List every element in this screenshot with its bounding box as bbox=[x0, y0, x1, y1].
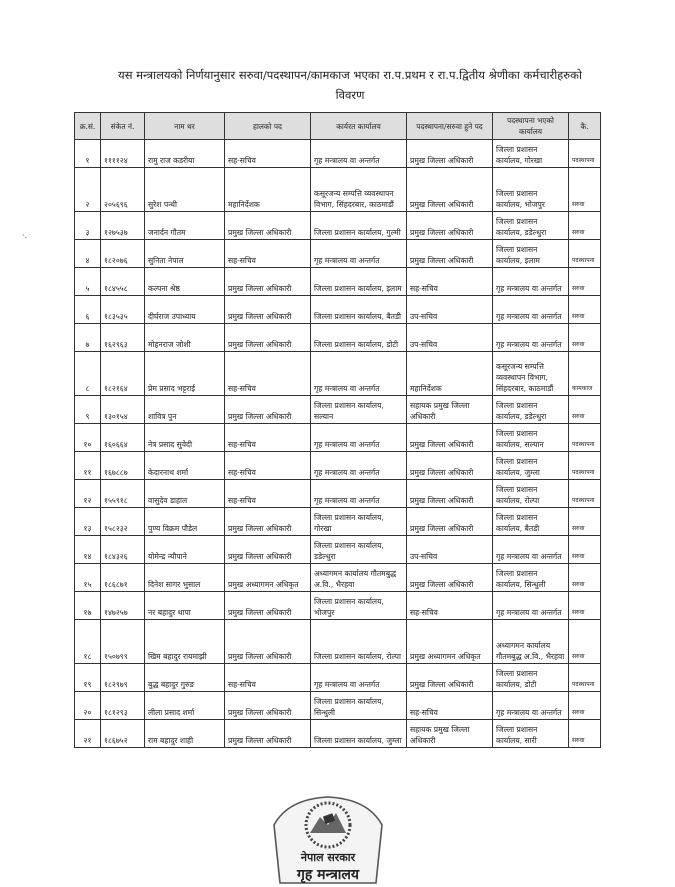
cell-new-post: प्रमुख जिल्ला अधिकारी bbox=[407, 564, 493, 592]
cell-remarks: पदस्थापना bbox=[569, 664, 601, 692]
cell-current-post: सह-सचिव bbox=[225, 352, 311, 396]
cell-new-office: गृह मन्त्रालय वा अन्तर्गत bbox=[493, 324, 569, 352]
cell-remarks: सरुवा bbox=[569, 508, 601, 536]
cell-remarks: कामकाज bbox=[569, 352, 601, 396]
cell-new-post: उप-सचिव bbox=[407, 536, 493, 564]
cell-name: रामु राज कडरीया bbox=[145, 140, 225, 168]
cell-new-post: सह-सचिव bbox=[407, 692, 493, 720]
cell-code: १८४३२६ bbox=[101, 536, 145, 564]
cell-current-post: सह-सचिव bbox=[225, 664, 311, 692]
cell-current-office: जिल्ला प्रशासन कार्यालय, डोटी bbox=[311, 324, 407, 352]
cell-current-office: गृह मन्त्रालय वा अन्तर्गत bbox=[311, 424, 407, 452]
cell-new-office: जिल्ला प्रशासन कार्यालय, गोरखा bbox=[493, 140, 569, 168]
cell-current-office: गृह मन्त्रालय वा अन्तर्गत bbox=[311, 480, 407, 508]
employee-transfer-table bbox=[74, 112, 601, 748]
cell-remarks: सरुवा bbox=[569, 564, 601, 592]
cell-code: १५५९१८ bbox=[101, 480, 145, 508]
cell-name: लीला प्रसाद शर्मा bbox=[145, 692, 225, 720]
cell-serial: १८ bbox=[75, 620, 101, 664]
cell-current-office: जिल्ला प्रशासन कार्यालय, गोरखा bbox=[311, 508, 407, 536]
table-row bbox=[75, 168, 601, 212]
cell-code: ११११२४ bbox=[101, 140, 145, 168]
cell-code: १८२९७९ bbox=[101, 664, 145, 692]
table-row bbox=[75, 140, 601, 168]
cell-remarks: पदस्थापना bbox=[569, 140, 601, 168]
cell-current-post: प्रमुख जिल्ला अधिकारी bbox=[225, 212, 311, 240]
cell-current-office: जिल्ला प्रशासन कार्यालय, जुम्ला bbox=[311, 720, 407, 748]
cell-code: १८२०७६ bbox=[101, 240, 145, 268]
cell-current-office: कसूरजन्य सम्पत्ति व्यवस्थापन विभाग, सिंहदरबार, काठमाडौं bbox=[311, 168, 407, 212]
cell-new-office: गृह मन्त्रालय वा अन्तर्गत bbox=[493, 692, 569, 720]
cell-serial: २१ bbox=[75, 720, 101, 748]
cell-name: सुरेश पन्थी bbox=[145, 168, 225, 212]
cell-serial: ५ bbox=[75, 268, 101, 296]
cell-new-office: गृह मन्त्रालय वा अन्तर्गत bbox=[493, 296, 569, 324]
cell-code: १८४५५८ bbox=[101, 268, 145, 296]
cell-new-office: जिल्ला प्रशासन कार्यालय, सल्यान bbox=[493, 424, 569, 452]
cell-current-post: प्रमुख जिल्ला अधिकारी bbox=[225, 396, 311, 424]
cell-remarks: सरुवा bbox=[569, 592, 601, 620]
cell-current-office: जिल्ला प्रशासन कार्यालय, इलाम bbox=[311, 268, 407, 296]
cell-new-office: जिल्ला प्रशासन कार्यालय, डडेल्धुरा bbox=[493, 396, 569, 424]
header-new-post: पदस्थापना/सरुवा हुने पद bbox=[407, 113, 493, 140]
cell-current-post: प्रमुख जिल्ला अधिकारी bbox=[225, 536, 311, 564]
cell-new-office: जिल्ला प्रशासन कार्यालय, सिन्धुली bbox=[493, 564, 569, 592]
stray-scan-mark: ·. bbox=[22, 231, 28, 240]
cell-code: १३०१५४ bbox=[101, 396, 145, 424]
cell-current-office: जिल्ला प्रशासन कार्यालय, सिन्धुली bbox=[311, 692, 407, 720]
cell-remarks: सरुवा bbox=[569, 396, 601, 424]
cell-new-post: प्रमुख जिल्ला अधिकारी bbox=[407, 140, 493, 168]
cell-code: १६२९६३ bbox=[101, 324, 145, 352]
cell-current-post: प्रमुख जिल्ला अधिकारी bbox=[225, 620, 311, 664]
table-row bbox=[75, 324, 601, 352]
cell-name: सुनिता नेपाल bbox=[145, 240, 225, 268]
title-line-2: विवरण bbox=[335, 88, 365, 102]
cell-name: दीर्घराज उपाध्याय bbox=[145, 296, 225, 324]
cell-new-office: जिल्ला प्रशासन कार्यालय, भोजपुर bbox=[493, 168, 569, 212]
cell-new-post: सह-सचिव bbox=[407, 592, 493, 620]
cell-current-post: प्रमुख जिल्ला अधिकारी bbox=[225, 592, 311, 620]
cell-name: नर बहादुर थापा bbox=[145, 592, 225, 620]
cell-new-office: गृह मन्त्रालय वा अन्तर्गत bbox=[493, 592, 569, 620]
cell-current-office: गृह मन्त्रालय वा अन्तर्गत bbox=[311, 352, 407, 396]
table-row bbox=[75, 664, 601, 692]
cell-serial: ११ bbox=[75, 452, 101, 480]
cell-remarks: पदस्थापना bbox=[569, 480, 601, 508]
cell-current-post: सह-सचिव bbox=[225, 452, 311, 480]
cell-current-office: जिल्ला प्रशासन कार्यालय, बैतडी bbox=[311, 296, 407, 324]
header-current-office: कार्यरत कार्यालय bbox=[311, 113, 407, 140]
table-row bbox=[75, 692, 601, 720]
cell-serial: २ bbox=[75, 168, 101, 212]
cell-new-post: प्रमुख जिल्ला अधिकारी bbox=[407, 240, 493, 268]
cell-new-post: प्रमुख जिल्ला अधिकारी bbox=[407, 424, 493, 452]
cell-remarks: पदस्थापना bbox=[569, 240, 601, 268]
cell-new-office: अध्यागमन कार्यालय गौतमबुद्ध अ.वि., भैरहवा bbox=[493, 620, 569, 664]
cell-remarks: सरुवा bbox=[569, 324, 601, 352]
cell-current-post: प्रमुख जिल्ला अधिकारी bbox=[225, 692, 311, 720]
cell-new-post: उप-सचिव bbox=[407, 324, 493, 352]
cell-serial: २० bbox=[75, 692, 101, 720]
cell-serial: ४ bbox=[75, 240, 101, 268]
table-row bbox=[75, 452, 601, 480]
cell-remarks: सरुवा bbox=[569, 620, 601, 664]
cell-current-post: प्रमुख अध्यागमन अधिकृत bbox=[225, 564, 311, 592]
cell-serial: ९ bbox=[75, 396, 101, 424]
cell-current-office: गृह मन्त्रालय वा अन्तर्गत bbox=[311, 452, 407, 480]
cell-new-post: सहायक प्रमुख जिल्ला अधिकारी bbox=[407, 720, 493, 748]
cell-serial: १ bbox=[75, 140, 101, 168]
cell-remarks: सरुवा bbox=[569, 536, 601, 564]
cell-name: दिनेश सागर भुसाल bbox=[145, 564, 225, 592]
cell-current-office: गृह मन्त्रालय वा अन्तर्गत bbox=[311, 664, 407, 692]
table-row bbox=[75, 212, 601, 240]
cell-current-office: जिल्ला प्रशासन कार्यालय, रोल्पा bbox=[311, 620, 407, 664]
table-row bbox=[75, 396, 601, 424]
cell-remarks: सरुवा bbox=[569, 168, 601, 212]
cell-new-post: सह-सचिव bbox=[407, 268, 493, 296]
cell-current-post: प्रमुख जिल्ला अधिकारी bbox=[225, 324, 311, 352]
cell-serial: ३ bbox=[75, 212, 101, 240]
seal-text-line1: नेपाल सरकार bbox=[300, 851, 356, 864]
cell-new-post: सहायक प्रमुख जिल्ला अधिकारी bbox=[407, 396, 493, 424]
table-header-row bbox=[75, 113, 601, 140]
cell-remarks: पदस्थापना bbox=[569, 452, 601, 480]
table-row bbox=[75, 352, 601, 396]
table-row bbox=[75, 424, 601, 452]
cell-name: प्रेम प्रसाद भट्टराई bbox=[145, 352, 225, 396]
cell-new-office: गृह मन्त्रालय वा अन्तर्गत bbox=[493, 268, 569, 296]
cell-serial: ६ bbox=[75, 296, 101, 324]
cell-new-post: उप-सचिव bbox=[407, 296, 493, 324]
cell-name: बुद्ध बहादुर गुरुङ bbox=[145, 664, 225, 692]
cell-current-post: प्रमुख जिल्ला अधिकारी bbox=[225, 296, 311, 324]
cell-serial: ७ bbox=[75, 324, 101, 352]
header-serial: क्र.सं. bbox=[75, 113, 101, 140]
cell-current-post: प्रमुख जिल्ला अधिकारी bbox=[225, 268, 311, 296]
header-new-office: पदस्थापना भएको कार्यालय bbox=[493, 113, 569, 140]
cell-new-office: जिल्ला प्रशासन कार्यालय, इलाम bbox=[493, 240, 569, 268]
cell-serial: १४ bbox=[75, 536, 101, 564]
header-remarks: कै. bbox=[569, 113, 601, 140]
table-row bbox=[75, 592, 601, 620]
cell-current-office: जिल्ला प्रशासन कार्यालय, भोजपुर bbox=[311, 592, 407, 620]
cell-serial: १५ bbox=[75, 564, 101, 592]
cell-remarks: पदस्थापना bbox=[569, 424, 601, 452]
cell-remarks: सरुवा bbox=[569, 212, 601, 240]
cell-name: शावित्र पुन bbox=[145, 396, 225, 424]
cell-code: १५०७९९ bbox=[101, 620, 145, 664]
cell-name: जनार्दन गौतम bbox=[145, 212, 225, 240]
table-row bbox=[75, 536, 601, 564]
cell-name: कल्पना श्रेष्ठ bbox=[145, 268, 225, 296]
ministry-seal bbox=[268, 795, 388, 887]
cell-code: १४७२५७ bbox=[101, 592, 145, 620]
table-row bbox=[75, 240, 601, 268]
seal-text-line2: गृह मन्त्रालय bbox=[296, 867, 360, 883]
cell-code: १२७५३७ bbox=[101, 212, 145, 240]
cell-current-post: सह-सचिव bbox=[225, 140, 311, 168]
cell-new-office: जिल्ला प्रशासन कार्यालय, सारी bbox=[493, 720, 569, 748]
cell-name: वासुदेव डाहाल bbox=[145, 480, 225, 508]
cell-code: २०५६९६ bbox=[101, 168, 145, 212]
cell-name: खिम बहादुर रायमाझी bbox=[145, 620, 225, 664]
cell-current-post: महानिर्देशक bbox=[225, 168, 311, 212]
table-body bbox=[75, 140, 601, 748]
header-current-post: हालको पद bbox=[225, 113, 311, 140]
cell-current-post: सह-सचिव bbox=[225, 240, 311, 268]
cell-remarks: सरुवा bbox=[569, 268, 601, 296]
cell-new-office: कसूरजन्य सम्पत्ति व्यवस्थापन विभाग, सिंहदरबार, काठमाडौं bbox=[493, 352, 569, 396]
table-row bbox=[75, 720, 601, 748]
table-row bbox=[75, 480, 601, 508]
cell-serial: १३ bbox=[75, 508, 101, 536]
cell-new-office: जिल्ला प्रशासन कार्यालय, बैतडी bbox=[493, 508, 569, 536]
cell-code: १८२१६४ bbox=[101, 352, 145, 396]
cell-code: १८६८७१ bbox=[101, 564, 145, 592]
cell-code: १८१२९३ bbox=[101, 692, 145, 720]
cell-name: मोहनराज जोशी bbox=[145, 324, 225, 352]
cell-code: १६०६६४ bbox=[101, 424, 145, 452]
title-line-1: यस मन्त्रालयको निर्णयानुसार सरुवा/पदस्थापन/कामकाज भएका रा.प.प्रथम र रा.प.द्वितीय श्रेणीका कर्मचारीहरुको bbox=[118, 68, 582, 82]
cell-new-post: प्रमुख जिल्ला अधिकारी bbox=[407, 452, 493, 480]
cell-code: १६७८८७ bbox=[101, 452, 145, 480]
cell-new-post: महानिर्देशक bbox=[407, 352, 493, 396]
cell-new-post: प्रमुख जिल्ला अधिकारी bbox=[407, 664, 493, 692]
cell-new-office: जिल्ला प्रशासन कार्यालय, रोल्पा bbox=[493, 480, 569, 508]
cell-new-post: प्रमुख जिल्ला अधिकारी bbox=[407, 508, 493, 536]
cell-name: केदारनाथ शर्मा bbox=[145, 452, 225, 480]
cell-serial: १२ bbox=[75, 480, 101, 508]
header-code: संकेत नं. bbox=[101, 113, 145, 140]
document-title bbox=[70, 66, 630, 104]
cell-current-office: जिल्ला प्रशासन कार्यालय, डडेल्धुरा bbox=[311, 536, 407, 564]
cell-code: १५८२३२ bbox=[101, 508, 145, 536]
table-row bbox=[75, 268, 601, 296]
cell-code: १८६७५२ bbox=[101, 720, 145, 748]
cell-new-post: प्रमुख अध्यागमन अधिकृत bbox=[407, 620, 493, 664]
cell-remarks: सरुवा bbox=[569, 296, 601, 324]
cell-code: १८३५३५ bbox=[101, 296, 145, 324]
cell-remarks: सरुवा bbox=[569, 720, 601, 748]
header-name: नाम थर bbox=[145, 113, 225, 140]
table-row bbox=[75, 296, 601, 324]
cell-new-post: प्रमुख जिल्ला अधिकारी bbox=[407, 168, 493, 212]
cell-current-office: अध्यागमन कार्यालय गौतमबुद्ध अ.वि., भैरहवा bbox=[311, 564, 407, 592]
cell-remarks: सरुवा bbox=[569, 692, 601, 720]
cell-name: पुण्य विक्रम पौडेल bbox=[145, 508, 225, 536]
table-row bbox=[75, 508, 601, 536]
cell-current-office: जिल्ला प्रशासन कार्यालय, सल्यान bbox=[311, 396, 407, 424]
cell-current-post: प्रमुख जिल्ला अधिकारी bbox=[225, 508, 311, 536]
cell-serial: १७ bbox=[75, 592, 101, 620]
cell-name: योमेन्द्र न्यौपाने bbox=[145, 536, 225, 564]
cell-current-post: सह-सचिव bbox=[225, 424, 311, 452]
cell-new-post: प्रमुख जिल्ला अधिकारी bbox=[407, 480, 493, 508]
cell-new-office: गृह मन्त्रालय वा अन्तर्गत bbox=[493, 536, 569, 564]
cell-serial: १९ bbox=[75, 664, 101, 692]
cell-new-office: जिल्ला प्रशासन कार्यालय, डडेल्धुरा bbox=[493, 212, 569, 240]
table-row bbox=[75, 620, 601, 664]
cell-current-post: सह-सचिव bbox=[225, 480, 311, 508]
cell-current-office: जिल्ला प्रशासन कार्यालय, गुल्मी bbox=[311, 212, 407, 240]
cell-current-post: प्रमुख जिल्ला अधिकारी bbox=[225, 720, 311, 748]
cell-serial: १० bbox=[75, 424, 101, 452]
cell-serial: ८ bbox=[75, 352, 101, 396]
cell-new-office: जिल्ला प्रशासन कार्यालय, डोटी bbox=[493, 664, 569, 692]
cell-name: नेत्र प्रसाद सुवेदी bbox=[145, 424, 225, 452]
cell-current-office: गृह मन्त्रालय वा अन्तर्गत bbox=[311, 140, 407, 168]
cell-name: राम बहादुर शाही bbox=[145, 720, 225, 748]
cell-new-office: जिल्ला प्रशासन कार्यालय, जुम्ला bbox=[493, 452, 569, 480]
cell-new-post: प्रमुख जिल्ला अधिकारी bbox=[407, 212, 493, 240]
cell-current-office: गृह मन्त्रालय वा अन्तर्गत bbox=[311, 240, 407, 268]
table-row bbox=[75, 564, 601, 592]
